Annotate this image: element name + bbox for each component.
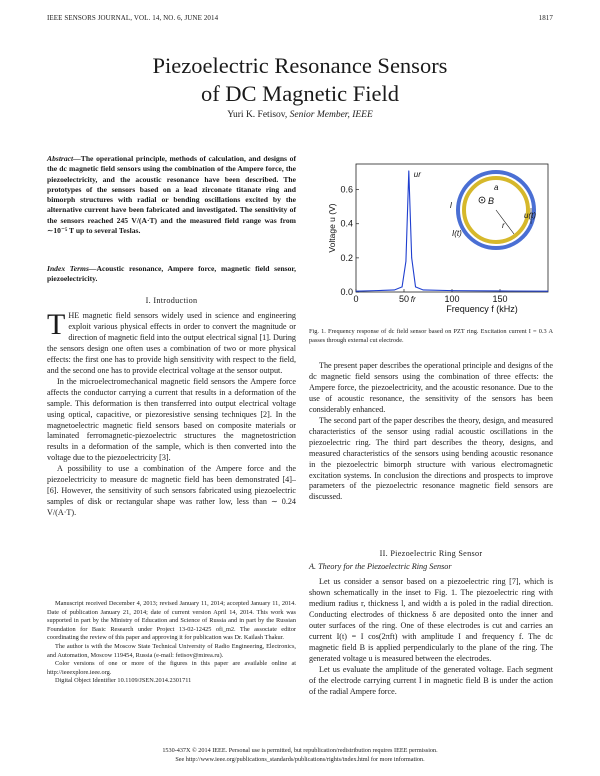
figure-caption: Fig. 1. Frequency response of dc field sensor based on PZT ring. Excitation current I = 0.3 A passes through external cut electrode. (309, 328, 553, 344)
inset-label-l: l (450, 201, 452, 210)
subsection-heading: A. Theory for the Piezoelectric Ring Sensor (309, 562, 452, 571)
footnotes (47, 600, 296, 686)
frequency-response-chart (326, 160, 556, 320)
data-point (423, 290, 424, 291)
abstract-text: The operational principle, methods of calculation, and designs of the dc magnetic field sensors using the combination of the Ampere force, the piezoelectricity, and the acoustic resonance have been described. The prototypes of the sensors based on a lead zirconate titanate ring and bimorph structures with radial or bending oscillations excited by the alternative current have been fabricated and investigated. The sensitivity of the sensors reached 245 V/(A·T) and the measured field range was from ∼10⁻⁵ T up to several Teslas. (47, 154, 296, 236)
title-line-1: Piezoelectric Resonance Sensors (152, 53, 448, 78)
title-line-2: of DC Magnetic Field (200, 81, 400, 106)
footnote-doi: Digital Object Identifier 10.1109/JSEN.2014.2301711 (55, 677, 192, 685)
x-axis-label: Frequency f (kHz) (446, 304, 518, 314)
data-point (411, 257, 412, 258)
section-2-heading: II. Piezoelectric Ring Sensor (379, 549, 483, 558)
data-point (500, 291, 501, 292)
section-1-heading: I. Introduction (145, 296, 198, 305)
resonance-label: fr (410, 295, 416, 304)
journal-name: IEEE SENSORS JOURNAL, VOL. 14, NO. 6, JUNE 2014 (47, 14, 219, 22)
author-role: Senior Member, IEEE (289, 110, 373, 120)
data-point (356, 291, 357, 292)
data-point (394, 290, 395, 291)
y-tick-label: 0.2 (340, 252, 353, 263)
data-point (408, 170, 409, 171)
page-number: 1817 (538, 14, 553, 22)
drop-cap: T (47, 308, 66, 341)
right-paragraph-4: Let us evaluate the amplitude of the generated voltage. Each segment of the electrode carrying current I in magnetic field B is under the action of the radial Ampere force. (309, 664, 553, 696)
right-paragraph-1: The present paper describes the operational principle and designs of the dc magnetic field sensors using the combination of three effects: the Ampere force, the piezoelectricity, and the acoustic resonance. Due to the use of acoustic resonance, the sensitivity of the sensors has been considerably enhanced. (309, 361, 553, 414)
right-paragraph-2: The second part of the paper describes the theory, design, and measured characteristics of the sensor using radial acoustic oscillations in the piezoelectric ring. The third part describes the theory, designs, and measured characteristics of the sensors using bending acoustic resonance in the piezoelectric bimorph structure with various electromagnetic excitation systems. In conclusion the directions and prospects to improve parameters of the piezoelectric resonance magnetic field sensors are discussed. (309, 415, 553, 502)
index-terms (47, 264, 296, 285)
y-tick-label: 0.0 (340, 287, 353, 297)
abstract-label: Abstract— (47, 154, 81, 163)
abstract (47, 154, 296, 236)
figure-1 (326, 160, 556, 320)
plot-frame (356, 164, 548, 292)
data-point (548, 291, 549, 292)
data-point (375, 290, 376, 291)
page-footer (0, 746, 600, 764)
running-header (47, 14, 553, 26)
keywords-text: Acoustic resonance, Ampere force, magnetic field sensor, piezoelectricity. (47, 264, 296, 284)
right-column-body-2 (309, 577, 553, 697)
right-column-body-1 (309, 361, 553, 503)
intro-paragraph-1: HE magnetic field sensors widely used in science and engineering exploit various physical effects in order to convert the magnitude or direction of magnetic field into the output electrical signal [1]. During the sensors design one often uses a combination of two or more physical effects: the first one has to provide high sensitivity with respect to the field, and the second one has to provide electrical voltage at the sensor output. (47, 311, 296, 375)
data-point (406, 261, 407, 262)
peak-label: ur (413, 169, 421, 179)
inset-label-u: u(t) (524, 211, 536, 220)
keywords-label: Index Terms— (47, 264, 97, 273)
footnote-manuscript: Manuscript received December 4, 2013; revised January 11, 2014; accepted January 11, 2014. Date of publication January 21, 2014; date of current version April 14, 2014. This work was supported in part by the Ministry of Education and Science of Russia and in part by the Russian Foundation for Basic Research under Project 13-02-12425 ofi_m2. The associate editor coordinating the review of this paper and approving it for publication was Dr. Kailash Thakur. (47, 600, 296, 642)
intro-paragraph-2: In the microelectromechanical magnetic field sensors the Ampere force affects the conductor carrying a current that results in a deformation of the sample. This deformation is then transferred into output electrical voltage using optical, capacitive, or piezoresistive sensing techniques [2]. In the magnetoelectric magnetic field sensors based on composite materials or laminated ferromagnetic-piezoelectric structures the magnetostriction results in a deformation of the sample, which is then converted into the voltage due to the piezoelectricity [3]. (47, 376, 296, 463)
inset-label-a: a (494, 183, 499, 192)
paper-title (0, 52, 600, 108)
x-tick-label: 50 (398, 294, 410, 304)
right-paragraph-3: Let us consider a sensor based on a piezoelectric ring [7], which is shown schematically in the inset to Fig. 1. The piezoelectric ring with medium radius r, thickness l, and width a is poled in the radial direction. Conducting electrodes of thickness δ are deposited onto the inner and outer surfaces of the ring. One of these electrodes is cut and carries an current I(t) = I cos(2πft) with amplitude I and frequency f. The dc magnetic field B is applied perpendicularly to the plane of the ring. The generated voltage u is measured between the electrodes. (309, 577, 553, 663)
y-tick-label: 0.4 (340, 218, 353, 229)
field-dot (481, 199, 483, 201)
data-point (402, 286, 403, 287)
inset-label-I: I(t) (452, 229, 462, 238)
footnote-author: The author is with the Moscow State Technical University of Radio Engineering, Electronics, and Automation, Moscow 119454, Russia (e-mail: fetisov@mirea.ru). (47, 642, 296, 659)
inset-label-r: r (502, 221, 505, 230)
inset-label-B: B (488, 196, 495, 206)
author-line (0, 110, 600, 120)
introduction-body (47, 308, 296, 519)
copyright-line: 1530-437X © 2014 IEEE. Personal use is permitted, but republication/redistribution requires IEEE permission. (162, 747, 438, 754)
radius-line (496, 210, 514, 234)
data-point (452, 290, 453, 291)
author-name: Yuri K. Fetisov, (227, 110, 288, 120)
x-tick-label: 100 (444, 294, 460, 304)
permissions-line: See http://www.ieee.org/publications_standards/publications/rights/index.html for more information. (175, 756, 425, 763)
y-tick-label: 0.6 (340, 184, 353, 195)
footnote-color: Color versions of one or more of the figures in this paper are available online at http://ieeexplore.ieee.org. (47, 660, 296, 676)
data-point (415, 286, 416, 287)
x-tick-label: 150 (492, 294, 508, 304)
x-tick-label: 0 (353, 294, 359, 304)
intro-paragraph-3: A possibility to use a combination of the Ampere force and the piezoelectricity to measure dc magnetic field has been demonstrated [4]–[6]. However, the sensitivity of such sensors fabricated using piezoelectric samples of disk or rectangular shape was rather low, less than ∼ 0.24 V/(A·T). (47, 464, 296, 518)
y-axis-label: Voltage u (V) (327, 203, 337, 253)
